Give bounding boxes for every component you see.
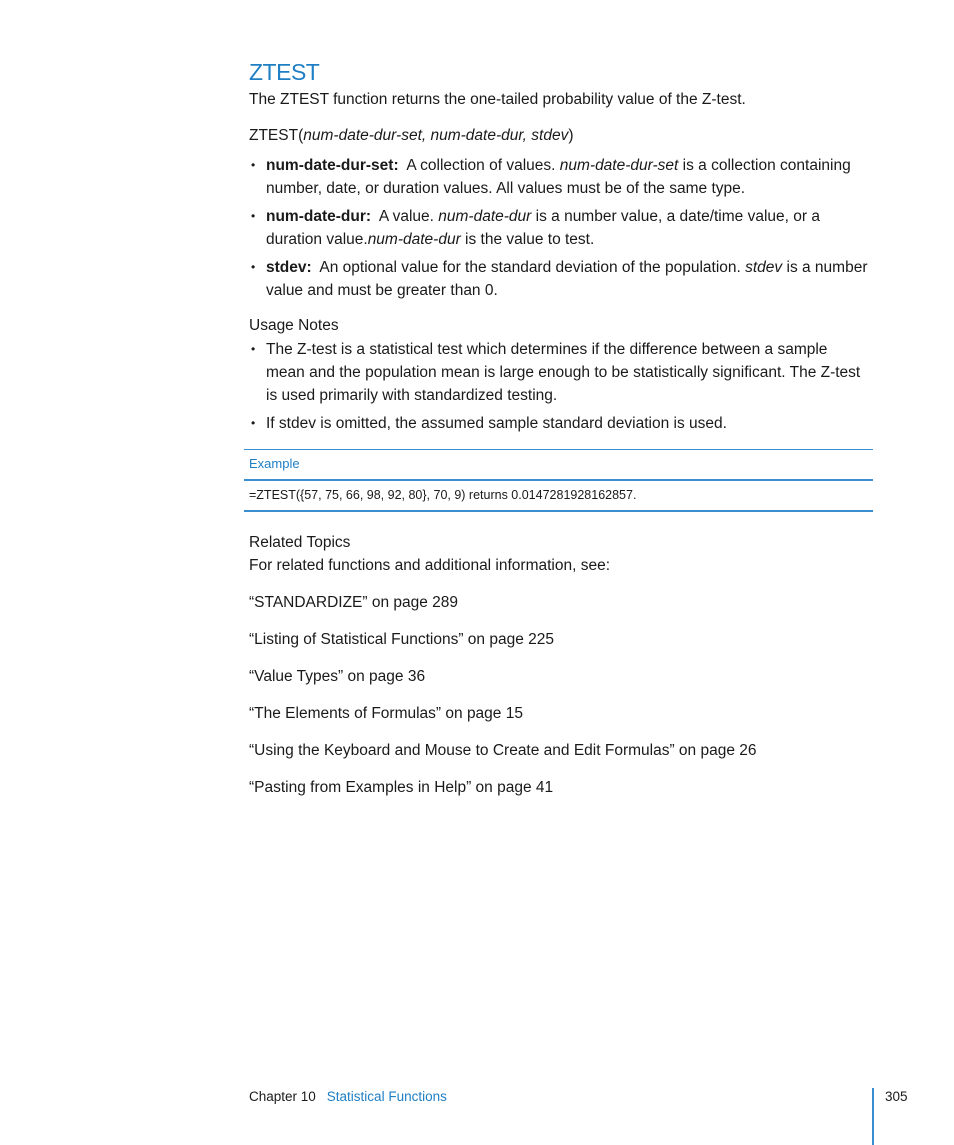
example-label: Example: [244, 450, 873, 481]
usage-note-item: • If stdev is omitted, the assumed sample standard deviation is used.: [249, 412, 869, 435]
footer-divider: [872, 1088, 874, 1145]
function-syntax: [249, 124, 869, 147]
usage-note-item: • The Z-test is a statistical test which determines if the difference between a sample mean and the population mean is large enough to be statistically significant. The Z-test is used primarily with standardized testing.: [249, 338, 869, 407]
argument-text: is the value to test.: [465, 231, 595, 248]
related-link-statistical-functions[interactable]: “Listing of Statistical Functions” on page 225: [249, 631, 555, 648]
function-description: The ZTEST function returns the one-tailed probability value of the Z-test.: [249, 91, 746, 108]
argument-text: A value.: [378, 208, 434, 225]
main-content: [249, 58, 869, 440]
argument-italic: num-date-dur: [367, 231, 461, 248]
usage-notes-heading: Usage Notes: [249, 317, 339, 334]
example-box: [244, 449, 873, 512]
related-topics: [249, 531, 869, 799]
argument-italic: num-date-dur-set: [559, 157, 679, 174]
related-link-value-types[interactable]: “Value Types” on page 36: [249, 668, 426, 685]
related-link-standardize[interactable]: “STANDARDIZE” on page 289: [249, 594, 459, 611]
related-link-keyboard-and-mouse[interactable]: “Using the Keyboard and Mouse to Create and Edit Formulas” on page 26: [249, 742, 757, 759]
argument-italic: num-date-dur: [438, 208, 532, 225]
syntax-arguments: num-date-dur-set, num-date-dur, stdev: [303, 127, 569, 144]
argument-text: A collection of values.: [406, 157, 556, 174]
page-footer: [249, 1087, 447, 1107]
argument-name: stdev:: [266, 259, 312, 276]
argument-item: [249, 205, 869, 251]
argument-name: num-date-dur:: [266, 208, 372, 225]
argument-name: num-date-dur-set:: [266, 157, 399, 174]
page-title: ZTEST: [249, 59, 320, 85]
argument-item: [249, 256, 869, 302]
argument-text: is a number value, a date/time value, or a duration value.: [266, 208, 820, 248]
argument-text: is a number value and must be greater than 0.: [266, 259, 868, 299]
related-topics-intro: For related functions and additional information, see:: [249, 557, 611, 574]
related-link-pasting-examples[interactable]: “Pasting from Examples in Help” on page 41: [249, 779, 554, 796]
argument-text: An optional value for the standard deviation of the population.: [319, 259, 741, 276]
related-link-elements-of-formulas[interactable]: “The Elements of Formulas” on page 15: [249, 705, 523, 722]
footer-chapter: Chapter 10: [249, 1089, 316, 1104]
argument-list: [249, 154, 869, 302]
page-number: 305: [885, 1089, 908, 1104]
example-text: =ZTEST({57, 75, 66, 98, 92, 80}, 70, 9) returns 0.0147281928162857.: [244, 481, 873, 512]
syntax-close-paren: ): [568, 127, 574, 144]
related-topics-heading: Related Topics: [249, 534, 351, 551]
syntax-function-name: ZTEST: [249, 127, 299, 144]
usage-notes-list: [249, 338, 869, 435]
footer-chapter-title[interactable]: Statistical Functions: [326, 1089, 447, 1104]
syntax-open-paren: (: [298, 127, 304, 144]
argument-italic: stdev: [745, 259, 783, 276]
argument-text: is a collection containing number, date, or duration values. All values must be of the same type.: [266, 157, 851, 197]
argument-item: [249, 154, 869, 200]
